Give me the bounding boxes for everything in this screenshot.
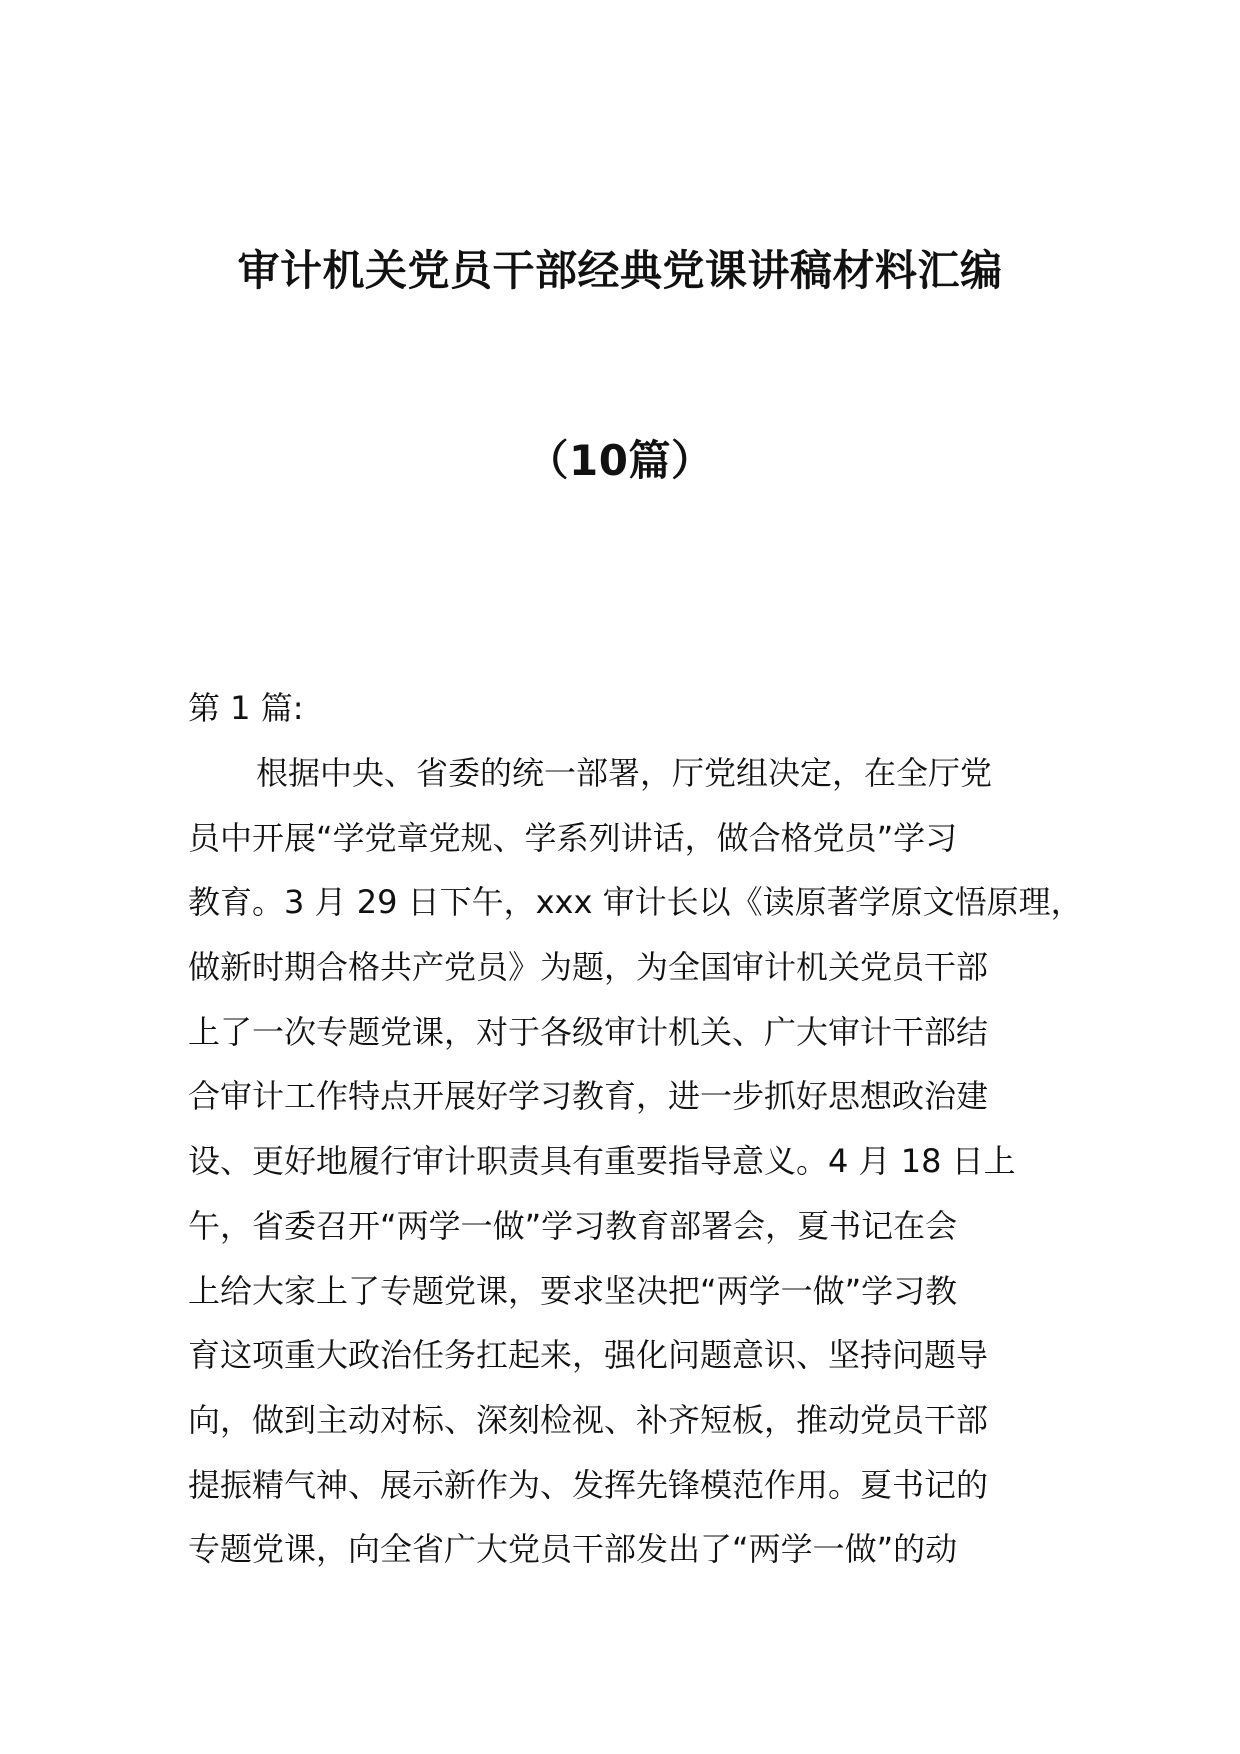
paragraph-line: 做新时期合格共产党员》为题，为全国审计机关党员干部 [188, 948, 989, 987]
paragraph-line: 向，做到主动对标、深刻检视、补齐短板，推动党员干部 [188, 1400, 989, 1439]
paragraph-line: 设、更好地履行审计职责具有重要指导意义。4 月 18 日上 [188, 1142, 1016, 1181]
paragraph-line: 午，省委召开“两学一做”学习教育部署会，夏书记在会 [188, 1206, 958, 1245]
paragraph-line: 提振精气神、展示新作为、发挥先锋模范作用。夏书记的 [188, 1465, 989, 1504]
paragraph-line: 育这项重大政治任务扛起来，强化问题意识、坚持问题导 [188, 1336, 989, 1375]
section-label: 第 1 篇: [188, 689, 304, 727]
paragraph-line: 专题党课，向全省广大党员干部发出了“两学一做”的动 [188, 1530, 958, 1569]
paragraph-line: 上给大家上了专题党课，要求坚决把“两学一做”学习教 [188, 1271, 958, 1310]
body-paragraph [188, 741, 1088, 1582]
document-subtitle: （10篇） [526, 436, 714, 485]
paragraph-line: 合审计工作特点开展好学习教育，进一步抓好思想政治建 [188, 1077, 989, 1116]
paragraph-line: 教育。3 月 29 日下午，xxx 审计长以《读原著学原文悟原理， [188, 883, 1083, 922]
paragraph-line: 上了一次专题党课，对于各级审计机关、广大审计干部结 [188, 1012, 989, 1051]
document-title: 审计机关党员干部经典党课讲稿材料汇编 [237, 246, 1003, 295]
paragraph-line: 根据中央、省委的统一部署，厅党组决定，在全厅党 [256, 754, 993, 792]
paragraph-line: 员中开展“学党章党规、学系列讲话，做合格党员”学习 [188, 818, 958, 857]
